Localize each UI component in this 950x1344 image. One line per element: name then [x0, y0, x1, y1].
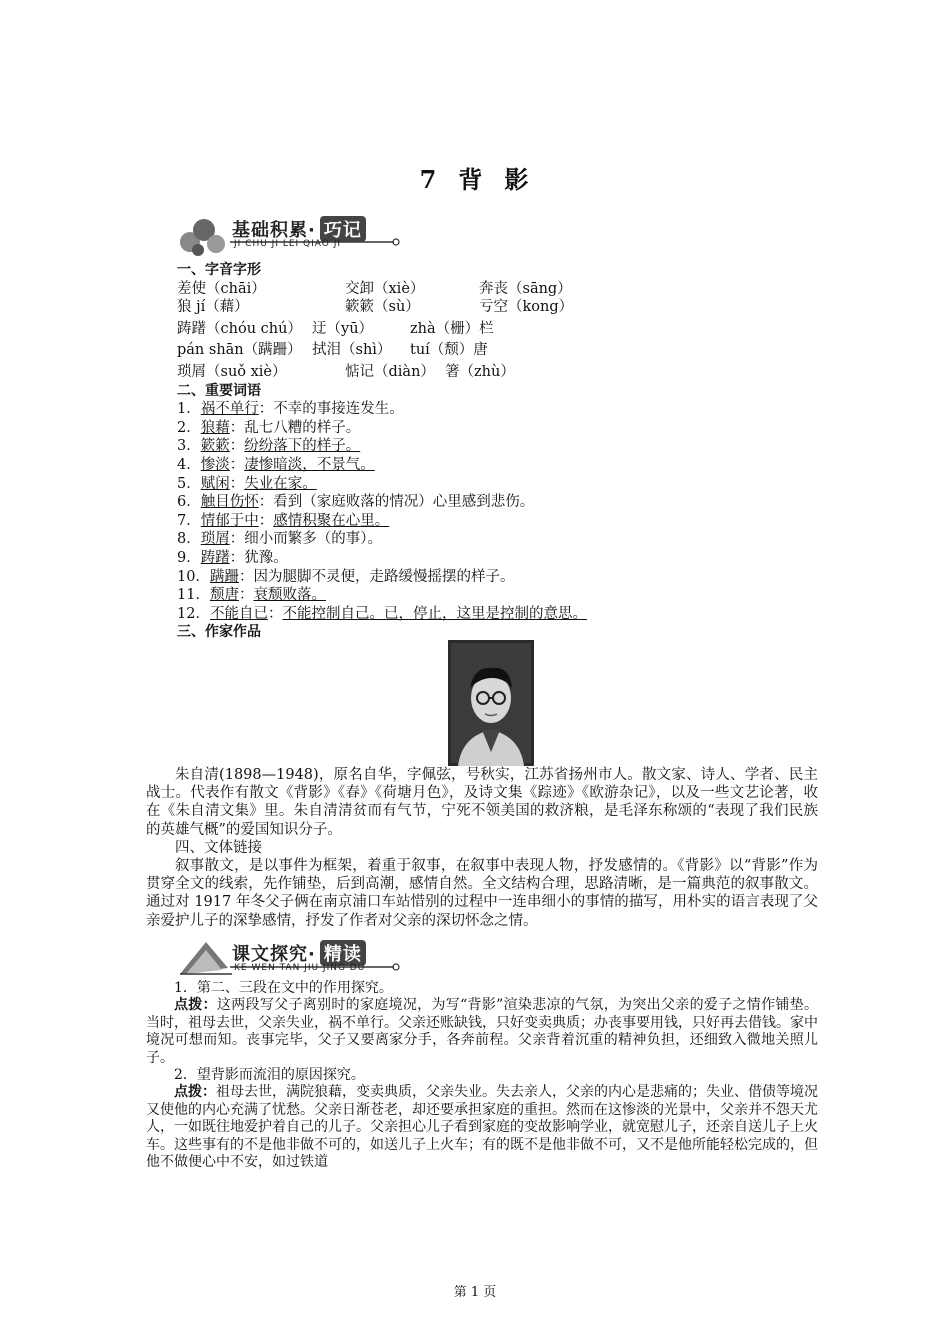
vocab-def: 因为腿脚不灵便，走路缓慢摇摆的样子。: [253, 568, 515, 585]
hint-1: 点拨：这两段写父子离别时的家庭境况，为写“背影”渲染悲凉的气氛，为突出父亲的爱子之情作铺垫。当时，祖母去世，父亲失业，祸不单行。父亲还账缺钱，只好变卖典质；办丧事要用钱，只好再去借钱。家中境况可想而知。丧事完毕，父子又要离家分手，各奔前程。父亲背着沉重的精神负担，还细致入微地关照儿子。: [146, 997, 819, 1066]
author-bio: 朱自清(1898—1948)，原名自华，字佩弦，号秋实，江苏省扬州市人。散文家、诗人、学者、民主战士。代表作有散文《背影》《春》《荷塘月色》，及诗文集《踪迹》《欧游杂记》，以及一些文艺论著，收在《朱自清文集》里。朱自清清贫而有气节，宁死不领美国的救济粮，是毛泽东称颂的“表现了我们民族的英雄气概”的爱国知识分子。 四、文体链接 叙事散文，是以事件为框架，着重于叙事，在叙事中表现人物，抒发感情的。《背影》以“背影”作为贯穿全文的线索，先作铺垫，后到高潮，感情自然。全文结构合理，思路清晰，是一篇典范的叙事散文。通过对 1917 年冬父子俩在南京浦口车站惜别的过程中一连串细小的事情的描写，用朴实的语言表现了父亲爱护儿子的深挚感情，抒发了作者对父亲的深切怀念之情。: [146, 767, 818, 929]
banner-pinyin: KE WEN TAN JIU JING DU: [234, 963, 366, 973]
vocab-item: [177, 549, 817, 568]
hint-2: 点拨：祖母去世，满院狼藉，变卖典质，父亲失业。失去亲人，父亲的内心是悲痛的；失业、借债等境况又使他的内心充满了忧愁。父亲日渐苍老，却还要承担家庭的重担。然而在这惨淡的光景中，父亲并不怨天尤人，一如既往地爱护着自己的儿子。父亲担心儿子看到家庭的变故影响学业，就宽慰儿子，还亲自送儿子上火车。这些事有的不是他非做不可的，如送儿子上火车；有的既不是他非做不可，又不是他所能轻松完成的，但他不做便心中不安，如过铁道: [146, 1084, 818, 1171]
vocab-num: 5．: [177, 475, 201, 492]
reading-questions: [146, 980, 818, 1171]
vocab-item: [177, 456, 817, 475]
vocab-num: 6．: [177, 494, 201, 511]
vocab-sep: ：: [229, 438, 245, 455]
vocab-sections: [177, 261, 817, 642]
vocab-num: 9．: [177, 549, 201, 566]
vocab-item: [177, 605, 817, 624]
vocab-sep: ：: [258, 512, 274, 529]
vocab-def: 不幸的事接连发生。: [273, 401, 404, 418]
section-heading: 二、重要词语: [177, 382, 261, 399]
vocab-def: 衰颓败落。: [253, 587, 326, 604]
pronunciation-row: 踌躇（chóu chú） 迂（yū） zhà（栅）栏: [177, 320, 494, 337]
vocab-item: [177, 568, 817, 587]
question-1: 1．第二、三段在文中的作用探究。: [174, 980, 393, 996]
vocab-sep: ：: [229, 531, 245, 548]
title-char-2: 影: [504, 165, 531, 194]
vocab-term: 簌簌: [200, 438, 230, 455]
pronunciation-row: 差使（chāi） 交卸（xiè） 奔丧（sāng）: [177, 280, 572, 297]
vocab-list: [177, 400, 817, 623]
vocab-sep: ：: [229, 475, 245, 492]
vocab-num: 2．: [177, 419, 201, 436]
vocab-item: [177, 475, 817, 494]
banner-title: 课文探究· 精读: [232, 940, 366, 966]
vocab-item: [177, 586, 817, 605]
vocab-term: 不能自已: [209, 605, 268, 622]
vocab-def: 不能控制自己。已，停止，这里是控制的意思。: [282, 605, 587, 622]
pronunciation-row: 狼 jí（藉） 簌簌（sù） 亏空（kong）: [177, 299, 574, 316]
vocab-def: 细小而繁多（的事）。: [244, 531, 382, 548]
section-banner-reading: [176, 936, 406, 980]
vocab-term: 狼藉: [200, 419, 230, 436]
section-banner-basics: [176, 212, 406, 256]
vocab-sep: ：: [258, 494, 274, 511]
vocab-term: 踌躇: [200, 549, 230, 566]
vocab-num: 3．: [177, 438, 201, 455]
vocab-item: [177, 400, 817, 419]
vocab-num: 11．: [177, 587, 210, 604]
vocab-sep: ：: [229, 419, 245, 436]
vocab-def: 纷纷落下的样子。: [244, 438, 361, 455]
title-char-1: 背: [458, 165, 485, 194]
vocab-sep: ：: [229, 456, 245, 473]
question-2: 2．望背影而流泪的原因探究。: [174, 1067, 365, 1084]
vocab-sep: ：: [258, 401, 274, 418]
vocab-term: 颓唐: [209, 587, 239, 604]
vocab-term: 情郁于中: [200, 512, 259, 529]
vocab-sep: ：: [267, 605, 283, 622]
vocab-num: 7．: [177, 512, 201, 529]
page-number: 第 1 页: [453, 1285, 497, 1300]
lesson-number: 7: [419, 165, 439, 194]
vocab-def: 犹豫。: [244, 549, 288, 566]
vocab-term: 琐屑: [200, 531, 230, 548]
pronunciation-row: 琐屑（suǒ xiè） 惦记（diàn） 箸（zhù）: [177, 363, 515, 380]
vocab-sep: ：: [238, 587, 254, 604]
vocab-sep: ：: [229, 549, 245, 566]
vocab-sep: ：: [238, 568, 254, 585]
vocab-num: 8．: [177, 531, 201, 548]
page-title: [0, 160, 950, 195]
vocab-term: 惨淡: [200, 456, 230, 473]
vocab-item: [177, 493, 817, 512]
vocab-item: [177, 512, 817, 531]
vocab-def: 感情积聚在心里。: [273, 512, 390, 529]
vocab-item: [177, 437, 817, 456]
vocab-num: 1．: [177, 401, 201, 418]
vocab-term: 祸不单行: [200, 401, 259, 418]
section-heading: 一、字音字形: [177, 262, 261, 278]
author-portrait: [448, 640, 534, 766]
vocab-item: [177, 530, 817, 549]
section-heading: 三、作家作品: [177, 624, 261, 641]
vocab-num: 12．: [177, 605, 210, 622]
vocab-term: 触目伤怀: [200, 494, 259, 511]
pronunciation-row: pán shān（蹒跚） 拭泪（shì） tuí（颓）唐: [177, 342, 488, 359]
vocab-def: 乱七八糟的样子。: [244, 419, 361, 436]
vocab-def: 看到（家庭败落的情况）心里感到悲伤。: [273, 494, 535, 511]
vocab-term: 赋闲: [200, 475, 230, 492]
section-heading: 四、文体链接: [175, 839, 262, 856]
vocab-item: [177, 419, 817, 438]
vocab-term: 蹒跚: [209, 568, 239, 585]
vocab-def: 失业在家。: [244, 475, 317, 492]
vocab-def: 凄惨暗淡，不景气。: [244, 456, 375, 473]
banner-pinyin: JI CHU JI LEI QIAO JI: [234, 239, 342, 249]
vocab-num: 4．: [177, 456, 201, 473]
banner-title: 基础积累· 巧记: [232, 216, 366, 242]
vocab-num: 10．: [177, 568, 210, 585]
genre-text: 叙事散文，是以事件为框架，着重于叙事，在叙事中表现人物，抒发感情的。《背影》以“背影”作为贯穿全文的线索，先作铺垫，后到高潮，感情自然。全文结构合理，思路清晰，是一篇典范的叙事散文。通过对 1917 年冬父子俩在南京浦口车站惜别的过程中一连串细小的事情的描写，用朴实的语言表现了父亲爱护儿子的深挚感情，抒发了作者对父亲的深切怀念之情。: [146, 858, 818, 929]
